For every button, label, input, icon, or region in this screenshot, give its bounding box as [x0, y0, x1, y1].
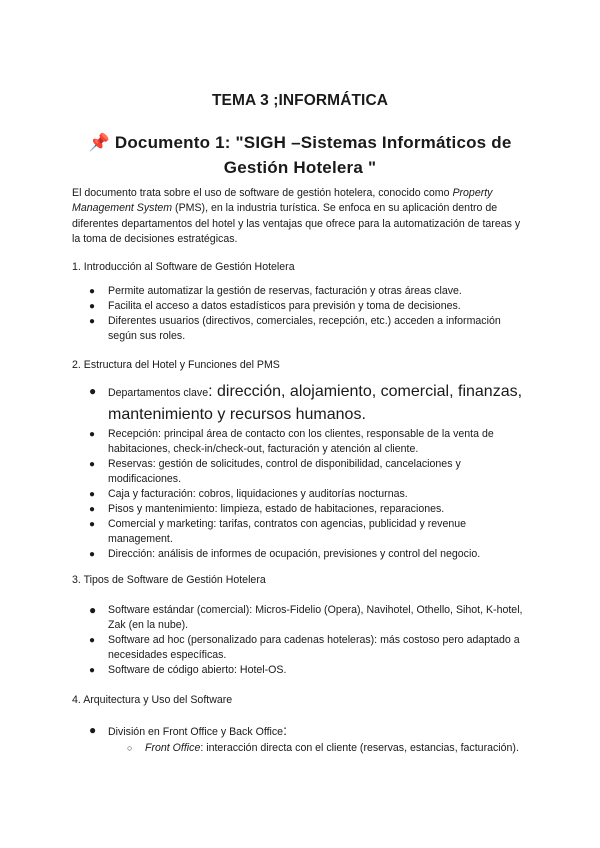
intro-text-1: El documento trata sobre el uso de software de gestión hotelera, conocido como [72, 187, 453, 199]
bullet-icon: ● [89, 665, 96, 676]
list-item: ● Pisos y mantenimiento: limpieza, estado de habitaciones, reparaciones. [89, 503, 445, 515]
list-item: ● Software ad hoc (personalizado para cadenas hoteleras): más costoso pero adaptado a necesidades específicas. [89, 634, 520, 661]
subtitle-line-1: Documento 1: "SIGH –Sistemas Informáticos de [114, 133, 512, 152]
bullet-icon: ● [89, 519, 96, 530]
section-3-heading: 3. Tipos de Software de Gestión Hotelera [72, 574, 266, 586]
intro-italic: Property Management System [72, 187, 493, 215]
list-item: ● Departamentos clave: dirección, alojamiento, comercial, finanzas, mantenimiento y recursos humanos. [89, 383, 523, 423]
list-item: ● Reservas: gestión de solicitudes, control de disponibilidad, cancelaciones y modificaciones. [89, 458, 461, 485]
bullet-icon: ● [89, 301, 96, 312]
section-4-heading: 4. Arquitectura y Uso del Software [72, 694, 233, 706]
list-item: ● Caja y facturación: cobros, liquidaciones y auditorías nocturnas. [89, 488, 408, 500]
section-2-heading: 2. Estructura del Hotel y Funciones del PMS [72, 359, 280, 371]
list-item: ● Software de código abierto: Hotel-OS. [89, 664, 287, 676]
list-item: ● Recepción: principal área de contacto con los clientes, responsable de la venta de habitaciones, check-in/check-out, facturación y atención al cliente. [89, 428, 494, 455]
bullet-icon: ● [89, 429, 96, 440]
section-4-list [89, 722, 528, 740]
list-item: ● Facilita el acceso a datos estadísticos para previsión y toma de decisiones. [89, 300, 461, 312]
section-4-sublist [127, 741, 525, 756]
list-item: ● Software estándar (comercial): Micros-Fidelio (Opera), Navihotel, Othello, Sihot, K-hotel, Zak (en la nube). [89, 603, 523, 631]
document-title: TEMA 3 ;INFORMÁTICA [211, 92, 389, 109]
list-item: ● Comercial y marketing: tarifas, contratos con agencias, publicidad y revenue management. [89, 518, 467, 545]
bullet-icon: ● [89, 504, 96, 515]
section-2-list [89, 381, 528, 562]
bullet-icon: ● [89, 489, 96, 500]
intro-text-2: (PMS), en la industria turística. Se enfoca en su aplicación dentro de diferentes departamentos del hotel y las ventajas que ofrece para la automatización de tareas y la toma de decisiones estratégicas. [72, 202, 521, 245]
bullet-icon: ● [89, 603, 97, 617]
section-3-list [89, 603, 528, 678]
bullet-icon: ● [89, 316, 96, 327]
list-item: ● Diferentes usuarios (directivos, comerciales, recepción, etc.) acceden a información según sus roles. [89, 315, 501, 342]
bullet-icon: ● [89, 549, 96, 560]
list-item: ● Permite automatizar la gestión de reservas, facturación y otras áreas clave. [89, 285, 462, 297]
list-item: ● División en Front Office y Back Office: [89, 722, 287, 738]
document-subtitle [40, 130, 560, 180]
bullet-icon: ● [89, 635, 96, 646]
bullet-icon: ● [89, 384, 97, 398]
intro-paragraph [72, 186, 524, 247]
bullet-icon: ● [89, 286, 96, 297]
bullet-icon: ● [89, 459, 96, 470]
subtitle-line-2: Gestión Hotelera " [223, 158, 377, 177]
section-1-list [89, 284, 528, 344]
circle-bullet-icon: ○ [127, 743, 133, 753]
sub-list-item: ○ Front Office: interacción directa con el cliente (reservas, estancias, facturación). [127, 742, 519, 754]
bullet-icon: ● [89, 723, 97, 737]
list-item: ● Dirección: análisis de informes de ocupación, previsiones y control del negocio. [89, 548, 481, 560]
section-1-heading: 1. Introducción al Software de Gestión Hotelera [72, 261, 295, 273]
pushpin-icon: 📌 [88, 133, 110, 152]
